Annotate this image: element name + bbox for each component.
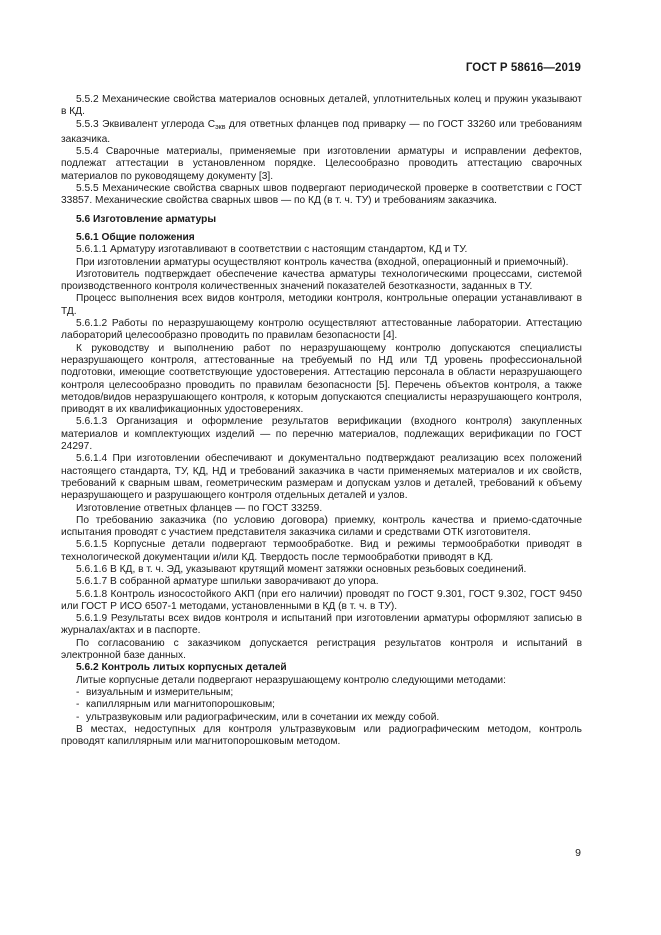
paragraph-process: Процесс выполнения всех видов контроля, методики контроля, контрольные операции устанавливают в ТД. [61,293,582,317]
list-item-text: визуальным и измерительным; [86,686,234,698]
carbon-equivalent-subscript: экв [215,123,226,131]
list-dash: - [76,711,80,723]
paragraph-5-6-1-6: 5.6.1.6 В КД, в т. ч. ЭД, указывают крутящий момент затяжки основных резьбовых соединений. [76,563,527,575]
paragraph-5-5-2: 5.5.2 Механические свойства материалов основных деталей, уплотнительных колец и пружин указывают в КД. [61,94,582,118]
paragraph-inaccessible: В местах, недоступных для контроля ультразвуковым или радиографическим методом, контроль проводят капиллярным или магнитопорошковым методом. [61,723,582,748]
list-dash: - [76,699,80,711]
paragraph-5-5-3 [61,119,582,147]
paragraph-5-5-5: 5.5.5 Механические свойства сварных швов подвергают периодической проверке в соответствии с ГОСТ 33857. Механические свойства сварных швов — по КД (в т. ч. ТУ) и требованиям заказчика. [61,183,582,207]
list-item-text: ультразвуковым или радиографическим, или в сочетании их между собой. [86,711,440,723]
paragraph-5-6-1-2: 5.6.1.2 Работы по неразрушающему контролю осуществляют аттестованные лаборатории. Аттестацию лабораторий целесообразно проводить по правилам безопасности [4]. [61,318,582,342]
paragraph-customer: По требованию заказчика (по условию договора) приемку, контроль качества и приемо-сдаточные испытания проводят с участием представителя заказчика силами и средствами ОТК изготовителя. [61,514,582,539]
paragraph-5-6-1-8: 5.6.1.8 Контроль износостойкого АКП (при его наличии) проводят по ГОСТ 9.301, ГОСТ 9.302, ГОСТ 9450 или ГОСТ Р ИСО 6507-1 методами, установленными в КД (в т. ч. в ТУ). [61,588,582,612]
list-item [61,712,582,724]
paragraph-5-6-1-1: 5.6.1.1 Арматуру изготавливают в соответствии с настоящим стандартом, КД и ТУ. [76,244,468,256]
paragraph-5-6-1-5: 5.6.1.5 Корпусные детали подвергают термообработке. Вид и режимы термообработки приводят в технологической документации и/или КД. Твердость после термообработки приводят в КД. [61,539,582,563]
paragraph-quality-control: При изготовлении арматуры осуществляют контроль качества (входной, операционный и приемочный). [76,256,569,268]
subsection-heading-5-6-1: 5.6.1 Общие положения [76,231,195,243]
subsection-heading-5-6-2: 5.6.2 Контроль литых корпусных деталей [76,662,287,674]
paragraph-manufacturer: Изготовитель подтверждает обеспечение качества арматуры технологическими процессами, системой производственного контроля количественных значений показателей безотказности, заданных в ТУ. [61,268,582,293]
paragraph-5-5-3-end: для ответных фланцев под приварку — по ГОСТ 33260 или требованиям заказчика. [61,118,582,145]
paragraph-cast-intro: Литые корпусные детали подвергают неразрушающему контролю следующими методами: [76,674,506,686]
document-code: ГОСТ Р 58616—2019 [465,62,581,74]
paragraph-ndt-staff: К руководству и выполнению работ по неразрушающему контролю допускаются специалисты неразрушающего контроля, аттестованные на требуемый по НД или ТД уровень профессиональной подготовки, имеющие соответствующие удостоверения. Аттестацию персонала в области неразрушающего контроля целесообразно проводить по правилам безопасности [5]. Перечень объектов контроля, а также методов/видов неразрушающего контроля, к которым допускаются специалисты неразрушающего контроля, приводят в их квалификационных удостоверениях. [61,342,582,416]
list-item [61,699,582,711]
page-number: 9 [575,847,581,859]
list-item-text: капиллярным или магнитопорошковым; [86,699,275,711]
list-item [61,687,582,699]
paragraph-5-5-3-start: 5.5.3 Эквивалент углерода С [76,118,216,130]
paragraph-5-6-1-4: 5.6.1.4 При изготовлении обеспечивают и документально подтверждают реализацию всех положений настоящего стандарта, ТУ, КД, НД и требований заказчика в части применяемых материалов и их свойств, требований к сварным швам, геометрическим размерам и допускам узлов и деталей, требований к объему неразрушающего и разрушающего контроля отдельных деталей и узлов. [61,453,582,502]
paragraph-electronic-db: По согласованию с заказчиком допускается регистрация результатов контроля и испытаний в электронной базе данных. [61,637,582,662]
document-body [61,94,582,748]
paragraph-5-6-1-7: 5.6.1.7 В собранной арматуре шпильки заворачивают до упора. [76,576,379,588]
paragraph-5-5-4: 5.5.4 Сварочные материалы, применяемые при изготовлении арматуры и исправлении дефектов, подлежат аттестации в установленном порядке. Целесообразно проводить аттестацию сварочных материалов по руководящему документу [3]. [61,146,582,182]
paragraph-5-6-1-3: 5.6.1.3 Организация и оформление результатов верификации (входного контроля) закупленных материалов и комплектующих изделий — по перечню материалов, подлежащих верификации по ГОСТ 24297. [61,416,582,453]
list-dash: - [76,686,80,698]
paragraph-flanges: Изготовление ответных фланцев — по ГОСТ 33259. [76,502,323,514]
section-heading-5-6: 5.6 Изготовление арматуры [76,213,217,225]
paragraph-5-6-1-9: 5.6.1.9 Результаты всех видов контроля и испытаний при изготовлении арматуры оформляют записью в журналах/актах и в паспорте. [61,613,582,637]
